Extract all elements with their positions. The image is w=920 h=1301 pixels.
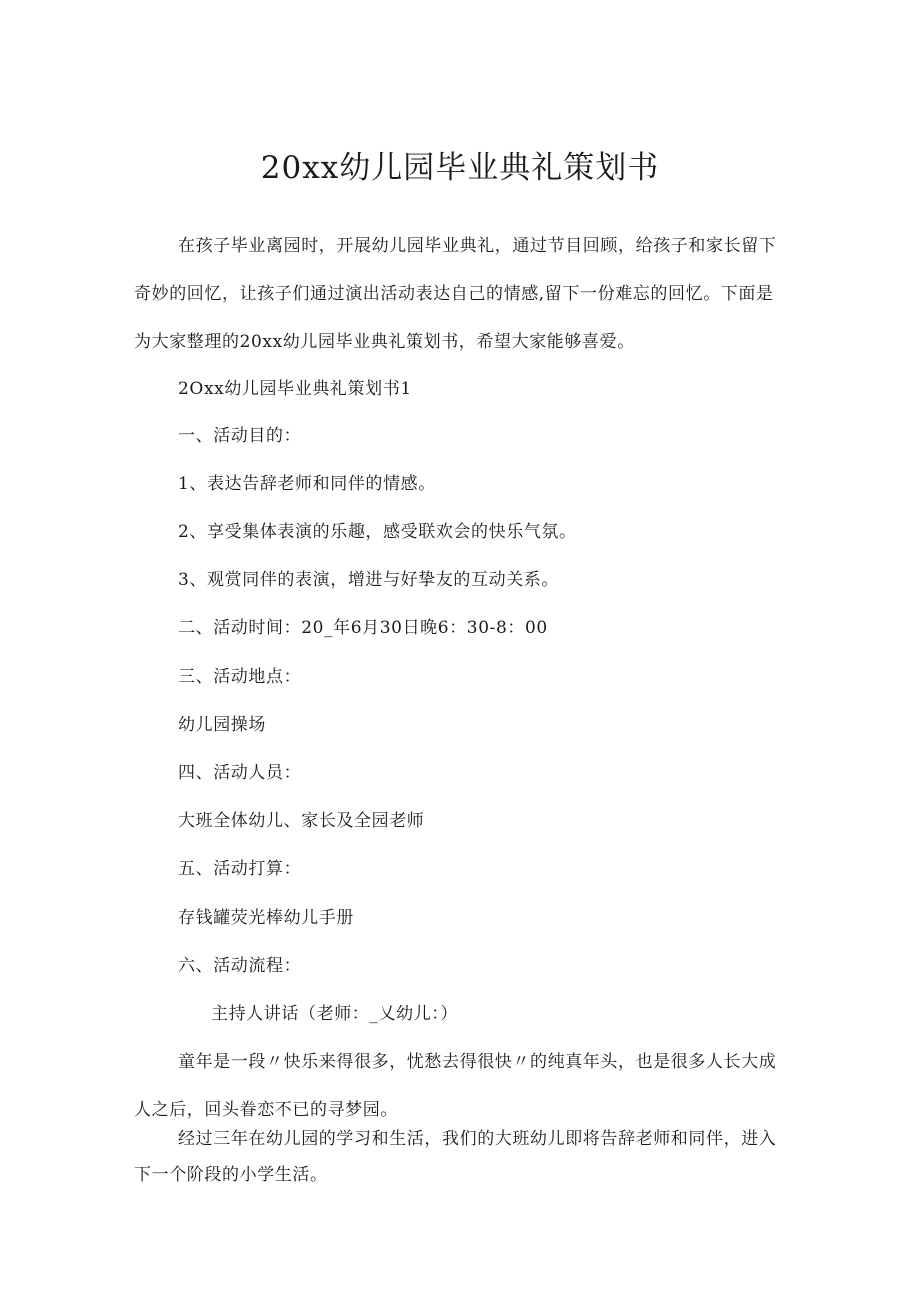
purpose-item-1: 1、表达告辞老师和同伴的情感。 xyxy=(178,474,436,494)
flow-heading: 六、活动流程： xyxy=(178,956,302,976)
prep-value: 存钱罐荧光棒幼儿手册 xyxy=(178,908,354,928)
intro-paragraph: 在孩子毕业离园时，开展幼儿园毕业典礼，通过节目回顾，给孩子和家长留下奇妙的回忆，让孩子们通过演出活动表达自己的情感,留下一份难忘的回忆。下面是为大家整理的20xx幼儿园毕业典礼策划书，希望大家能够喜爱。 xyxy=(134,236,777,352)
purpose-item-3: 3、观赏同伴的表演，增进与好挚友的互动关系。 xyxy=(178,570,560,590)
people-value: 大班全体幼儿、家长及全园老师 xyxy=(178,811,425,831)
activity-time: 二、活动时间：20_年6月30日晚6：30-8：00 xyxy=(178,618,548,638)
three-years-paragraph: 经过三年在幼儿园的学习和生活，我们的大班幼儿即将告辞老师和同伴，进入下一个阶段的小学生活。 xyxy=(134,1129,777,1185)
childhood-paragraph: 童年是一段〃快乐来得很多，忧愁去得很快〃的纯真年头，也是很多人长大成人之后，回头眷恋不已的寻梦园。 xyxy=(134,1052,777,1120)
people-heading: 四、活动人员： xyxy=(178,763,302,783)
document-title: 20xx幼儿园毕业典礼策划书 xyxy=(260,150,660,186)
purpose-heading: 一、活动目的： xyxy=(178,426,302,446)
prep-heading: 五、活动打算： xyxy=(178,859,302,879)
place-value: 幼儿园操场 xyxy=(178,715,266,735)
host-line: 主持人讲话（老师：_乂幼儿：） xyxy=(211,1004,458,1024)
purpose-item-2: 2、享受集体表演的乐趣，感受联欢会的快乐气氛。 xyxy=(178,522,577,542)
section-heading: 2Oxx幼儿园毕业典礼策划书1 xyxy=(178,379,412,399)
place-heading: 三、活动地点： xyxy=(178,667,302,687)
